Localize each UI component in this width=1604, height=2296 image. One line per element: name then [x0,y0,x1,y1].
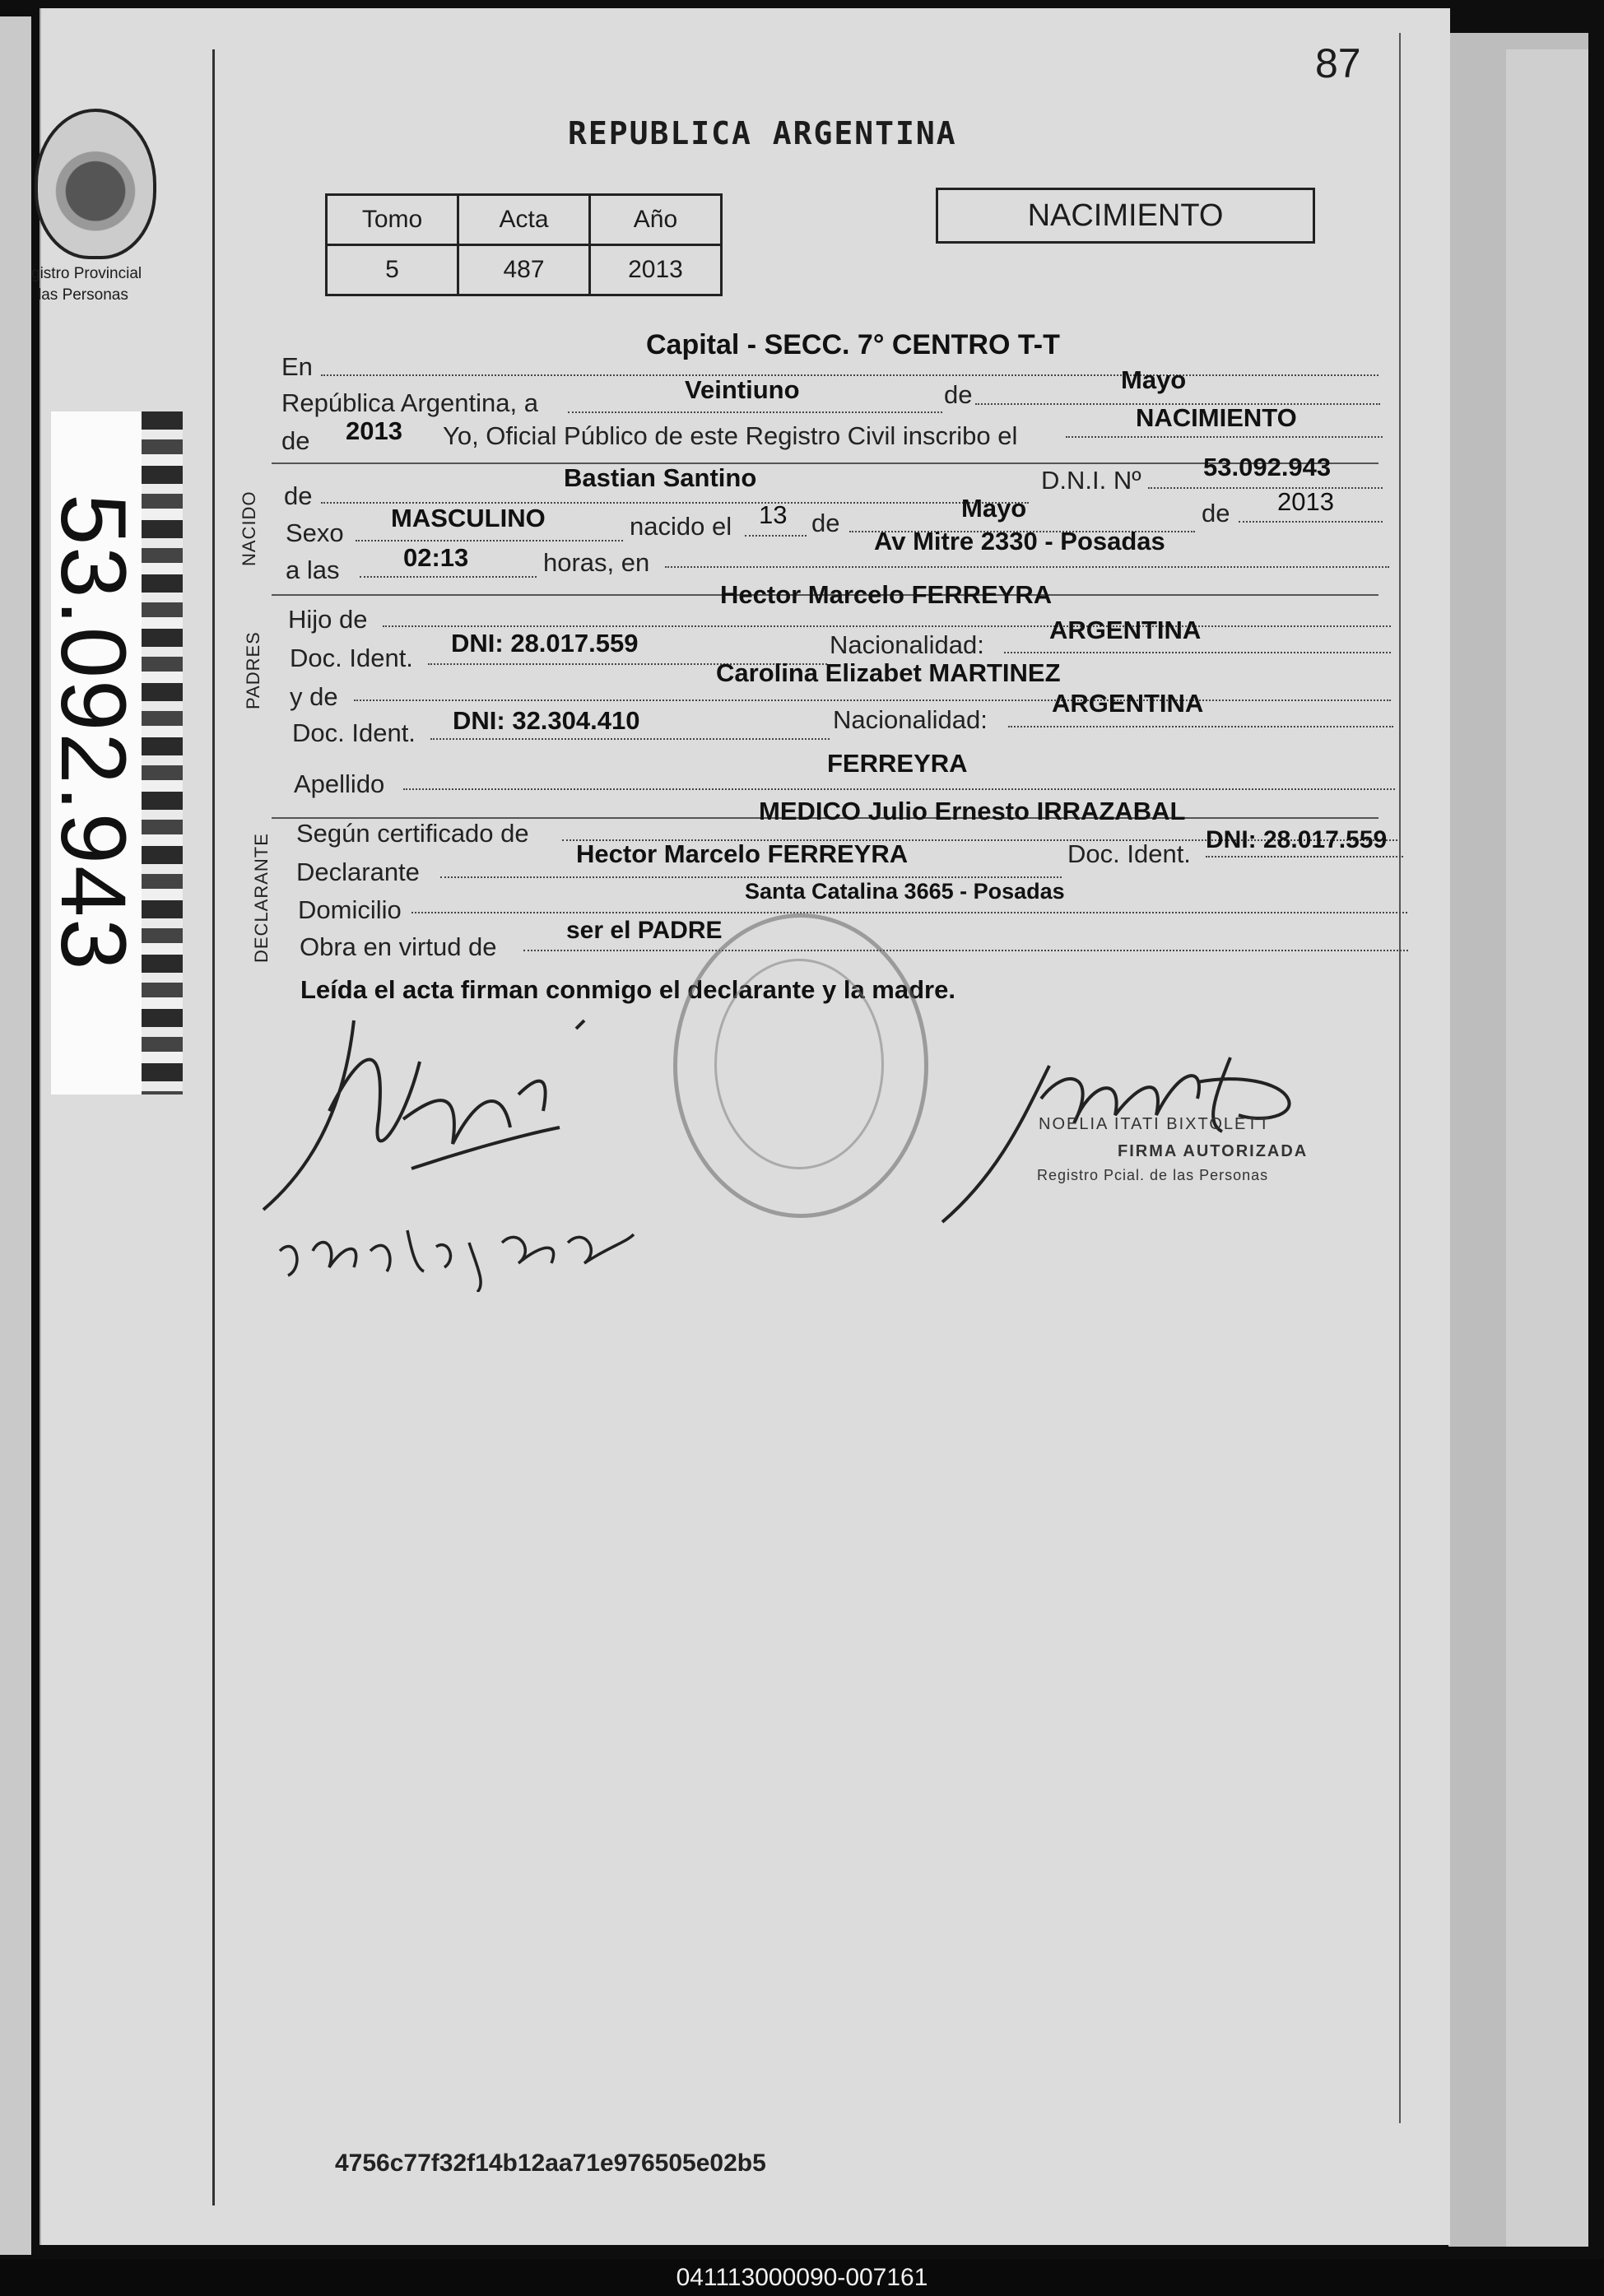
serial-number: 53.092.943 [42,494,145,972]
en-value: Capital - SECC. 7° CENTRO T-T [646,329,1060,360]
nacido-section-label: NACIDO [239,490,259,566]
yde-label: y de [290,682,338,711]
month-value: Mayo [1121,365,1187,394]
document-title: REPUBLICA ARGENTINA [568,115,957,151]
domicilio-value: Santa Catalina 3665 - Posadas [745,879,1065,904]
tomo-header: Tomo [327,195,458,245]
official-title: FIRMA AUTORIZADA [1118,1142,1309,1160]
page-number: 87 [1315,40,1361,86]
child-name: Bastian Santino [564,463,757,492]
act-type-box: NACIMIENTO [936,188,1315,244]
mother-nat-rule [1008,726,1393,727]
birth-place: Av Mitre 2330 - Posadas [874,527,1165,555]
birth-time: 02:13 [403,543,469,572]
padres-section-label: PADRES [243,631,263,709]
birth-month: Mayo [961,494,1027,523]
domicilio-rule [411,912,1407,913]
act-type-rule [1066,436,1383,438]
acta-header: Acta [458,195,590,245]
registry-seal-inner [714,959,884,1169]
birth-day-rule [745,535,807,537]
father-nat-rule [1004,652,1391,653]
sexo-value: MASCULINO [391,504,546,532]
father-doc-label: Doc. Ident. [290,644,413,672]
day-rule [568,411,942,413]
father-rule [383,625,1391,627]
father-nat-label: Nacionalidad: [830,630,984,659]
father-nationality: ARGENTINA [1049,616,1202,644]
inscribo-label: Yo, Oficial Público de este Registro Civil inscribo el [443,421,1018,450]
father-name: Hector Marcelo FERREYRA [720,580,1053,609]
mother-name: Carolina Elizabet MARTINEZ [716,658,1061,687]
dni-rule [1148,487,1383,489]
de-label-1: de [944,380,973,409]
act-type-value: NACIMIENTO [1136,403,1297,432]
adjacent-page-edge [0,16,31,2255]
apellido-value: FERREYRA [827,749,968,778]
child-dni: 53.092.943 [1203,453,1332,481]
closing-statement: Leída el acta firman conmigo el declarante y la madre. [300,975,955,1004]
mother-doc-label: Doc. Ident. [292,718,416,747]
dni-label: D.N.I. Nº [1041,466,1141,495]
en-label: En [281,352,313,381]
footer-code: 041113000090-007161 [0,2259,1604,2296]
right-margin-line [1399,33,1401,2123]
serial-barcode-pattern [142,411,183,1095]
time-rule [360,576,537,578]
year-value: 2013 [346,416,402,445]
obra-rule [523,950,1408,951]
horas-label: horas, en [543,548,650,577]
province-seal-logo [35,109,156,259]
logo-caption-line1: gistro Provincial [31,265,142,282]
nacido-de-label: de [284,481,313,510]
apellido-rule [403,788,1395,790]
acta-value: 487 [458,245,590,295]
declarante-rule [440,876,1062,878]
sexo-rule [356,540,623,541]
obra-value: ser el PADRE [566,917,723,944]
mother-signature [272,1201,658,1292]
birth-de-label: de [811,509,840,537]
logo-caption-line2: las Personas [38,286,128,304]
document-hash: 4756c77f32f14b12aa71e976505e02b5 [335,2150,766,2177]
hijo-label: Hijo de [288,605,368,634]
birth-de-label-2: de [1202,499,1230,528]
apellido-label: Apellido [294,769,385,798]
anio-header: Año [590,195,722,245]
declarante-doc-rule [1206,856,1403,858]
page-stack-inner [1506,49,1588,2247]
declarante-label: Declarante [296,858,420,886]
mother-nat-label: Nacionalidad: [833,705,988,734]
tomo-acta-table [325,193,723,296]
alas-label: a las [286,555,340,584]
domicilio-label: Domicilio [298,895,402,924]
certificado-label: Según certificado de [296,819,529,848]
day-words: Veintiuno [685,375,800,404]
place-rule [665,566,1389,568]
mother-nationality: ARGENTINA [1052,689,1204,718]
left-margin-line [212,49,215,2205]
en-rule [321,374,1379,376]
declarante-value: Hector Marcelo FERREYRA [576,839,909,868]
official-name: NOELIA ITATI BIXTOLETT [1039,1115,1271,1133]
declarante-section-label: DECLARANTE [251,833,272,963]
official-office: Registro Pcial. de las Personas [1037,1167,1269,1183]
birth-day: 13 [759,500,788,529]
father-doc: DNI: 28.017.559 [451,629,639,658]
mother-rule [354,699,1391,701]
birth-year: 2013 [1277,487,1334,516]
anio-value: 2013 [590,245,722,295]
mother-doc: DNI: 32.304.410 [453,706,640,735]
declarante-doc-label: Doc. Ident. [1067,839,1191,868]
sexo-label: Sexo [286,518,344,547]
mother-doc-rule [430,738,830,740]
obra-label: Obra en virtud de [300,932,497,961]
republica-label: República Argentina, a [281,388,538,417]
birth-year-rule [1239,521,1383,523]
certificado-value: MEDICO Julio Ernesto IRRAZABAL [759,797,1186,825]
de-label-2: de [281,426,310,455]
nacido-el-label: nacido el [630,512,732,541]
tomo-value: 5 [327,245,458,295]
declarante-doc: DNI: 28.017.559 [1206,826,1388,853]
